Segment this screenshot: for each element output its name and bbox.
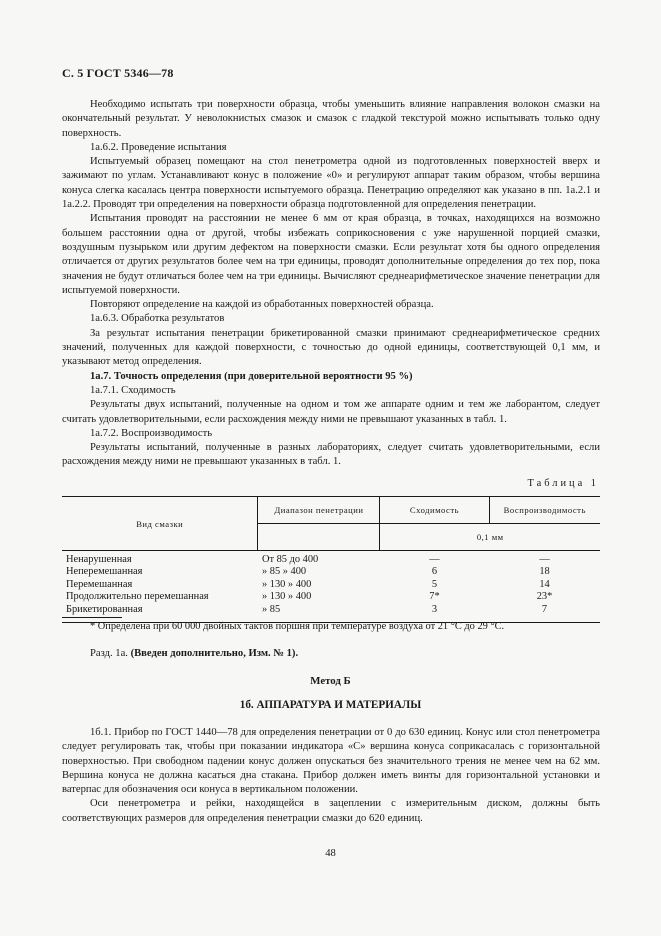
paragraph: За результат испытания пенетрации брикетированной смазки принимают среднеарифметическое средних значений, полученных для каждой поверхности, с точностью до одной единицы, соответствующей 0,1 мм, и указывают метод определения. (62, 327, 600, 368)
paragraph: Оси пенетрометра и рейки, находящейся в зацеплении с измерительным диском, должны быть соответствующих размеров для определения пенетрации смазки до 620 единиц. (62, 798, 600, 824)
cell-reproducibility: 23* (536, 591, 553, 603)
page-number: 48 (325, 848, 336, 859)
cell-repeatability: 5 (431, 578, 438, 590)
cell-repeatability: 7* (429, 591, 440, 603)
paragraph: Результаты испытаний, полученные в разных лабораториях, следует считать удовлетворительными, если расхождения между ними не превышают указанных в табл. 1. (62, 442, 600, 468)
cell-reproducibility: — (539, 554, 550, 565)
cell-reproducibility: 14 (539, 578, 550, 590)
body-text-top (62, 98, 600, 470)
subsection-heading: 1а.6.3. Обработка результатов (90, 313, 225, 325)
table-row (62, 579, 600, 591)
cell-range: » 85 (258, 604, 380, 623)
table-footnote: * Определена при 60 000 двойных тактов поршня при температуре воздуха от 21 °С до 29 °С. (90, 621, 505, 632)
section-heading: 1а.7. Точность определения (при доверительной вероятности 95 %) (90, 370, 413, 382)
table-row (62, 566, 600, 578)
paragraph: Испытания проводят на расстоянии не менее 6 мм от края образца, в точках, находящихся на возможно большем расстоянии одна от другой, чтобы избежать соприкосновения с уже нарушенной порцией смазки, воздушным пузырьком или другим дефектом на поверхности смазки. Если результат хотя бы одного определения отличается от других результатов более чем на три единицы, проводят дополнительные определения до тех пор, пока значения не будут отличаться более чем на три единицы. Вычисляют среднеарифметическое значение пенетрации для испытуемой поверхности. (62, 213, 600, 296)
cell-range: » 130 » 400 (261, 591, 312, 603)
page-header: С. 5 ГОСТ 5346—78 (62, 66, 174, 80)
cell-kind: Перемешанная (66, 578, 133, 590)
unit-header: 0,1 мм (380, 524, 600, 551)
cell-kind: Ненарушенная (66, 554, 132, 565)
column-header-empty (258, 524, 380, 551)
subsection-heading: 1а.6.2. Проведение испытания (90, 141, 227, 153)
table-row (62, 591, 600, 603)
cell-repeatability: 6 (431, 566, 438, 578)
section-title: 1б. АППАРАТУРА И МАТЕРИАЛЫ (239, 699, 422, 711)
table-row (62, 604, 600, 623)
table-caption: Таблица 1 (527, 478, 599, 489)
amendment-note (90, 648, 298, 659)
column-header-kind: Вид смазки (62, 497, 258, 551)
cell-reproducibility: 18 (539, 566, 550, 578)
body-text-bottom (62, 726, 600, 826)
amendment-bold: (Введен дополнительно, Изм. № 1). (130, 648, 299, 659)
cell-kind: Продолжительно перемешанная (66, 591, 209, 603)
column-header-range: Диапазон пенетрации (258, 497, 380, 524)
table-row (62, 551, 600, 567)
cell-kind: Брикетированная (62, 604, 258, 623)
cell-repeatability: 3 (380, 604, 489, 623)
subsection-heading: 1а.7.2. Воспроизводимость (90, 427, 213, 439)
method-title: Метод Б (310, 675, 351, 687)
precision-table (62, 496, 600, 623)
paragraph: Результаты двух испытаний, полученные на одном и том же аппарате одним и тем же лаборантом, следует считать удовлетворительными, если расхождения между ними не превышают указанных в табл. 1. (62, 399, 600, 425)
subsection-heading: 1а.7.1. Сходимость (90, 384, 176, 396)
column-header-reproducibility: Воспроизводимость (489, 497, 600, 524)
paragraph: Повторяют определение на каждой из обработанных поверхностей образца. (90, 299, 434, 311)
cell-range: От 85 до 400 (261, 554, 319, 565)
paragraph: Необходимо испытать три поверхности образца, чтобы уменьшить влияние направления волокон смазки на окончательный результат. У неволокнистых смазок и смазок с гладкой текстурой можно испытывать только одну поверхность. (62, 99, 600, 139)
column-header-repeatability: Сходимость (380, 497, 489, 524)
amendment-prefix: Разд. 1а. (90, 648, 131, 659)
footnote-divider (62, 617, 122, 618)
paragraph: 1б.1. Прибор по ГОСТ 1440—78 для определения пенетрации от 0 до 630 единиц. Конус или стол пенетрометра следует регулировать так, чтобы при показании индикатора «С» вершина конуса соприкасалась с горизонтальной поверхностью. При свободном падении конус должен опускаться без значительного трения не менее чем на 62 мм. Вершина конуса не должна касаться дна стакана. Прибор должен иметь винты для горизонтальной установки и ватерпас для обозначения оси конуса в вертикальном положении. (62, 727, 600, 796)
cell-reproducibility: 7 (489, 604, 600, 623)
cell-range: » 130 » 400 (261, 578, 312, 590)
cell-kind: Неперемешанная (66, 566, 143, 578)
paragraph: Испытуемый образец помещают на стол пенетрометра одной из подготовленных поверхностей вверх и зажимают по углам. Устанавливают конус в положение «0» и регулируют аппарат таким образом, чтобы вершина конуса слегка касалась центра поверхности испытуемого образца. Пенетрацию определяют как указано в пп. 1а.2.1 и 1а.2.2. Проводят три определения на поверхности образца подготовленной для определения пенетрации. (62, 156, 600, 211)
cell-repeatability: — (429, 554, 440, 565)
cell-range: » 85 » 400 (261, 566, 307, 578)
